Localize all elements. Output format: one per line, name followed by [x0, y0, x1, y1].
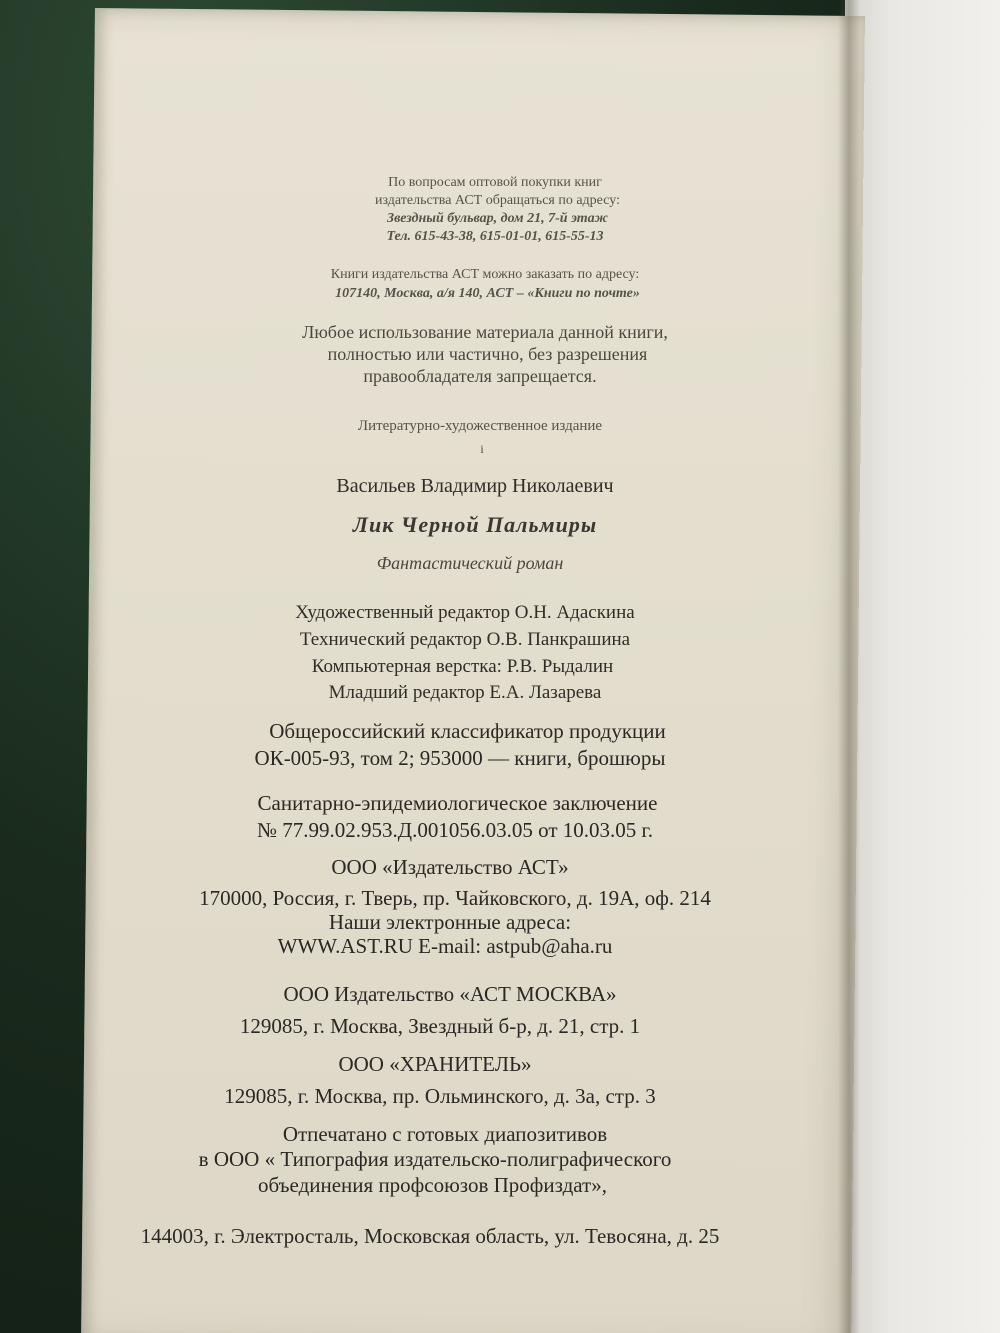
sanitary-line-2: № 77.99.02.953.Д.001056.03.05 от 10.03.05 г.	[256, 818, 653, 842]
publisher-keeper-name: ООО «ХРАНИТЕЛЬ»	[338, 1052, 532, 1076]
sanitary-line-1: Санитарно-эпидемиологическое заключение	[257, 791, 658, 815]
credit-tech-editor: Технический редактор О.В. Панкрашина	[299, 629, 631, 650]
publisher-web: WWW.AST.RU E-mail: astpub@aha.ru	[277, 934, 613, 958]
credit-art-editor: Художественный редактор О.Н. Адаскина	[295, 602, 635, 623]
printing-line-2: в ООО « Типография издательско-полиграфического	[198, 1147, 672, 1171]
book-title: Лик Черной Пальмиры	[352, 512, 598, 537]
edition-type: Литературно-художественное издание	[357, 418, 603, 434]
copyright-line-3: правообладателя запрещается.	[363, 366, 597, 386]
publisher-ast-address: 170000, Россия, г. Тверь, пр. Чайковского, д. 19А, оф. 214	[199, 886, 711, 910]
tick-mark: і	[480, 442, 484, 456]
copyright-line-2: полностью или частично, без разрешения	[327, 344, 648, 364]
wholesale-phones: Тел. 615-43-38, 615-01-01, 615-55-13	[386, 229, 604, 244]
page-gutter	[838, 0, 860, 1333]
printing-line-4: 144003, г. Электросталь, Московская область, ул. Тевосяна, д. 25	[140, 1224, 720, 1248]
classifier-line-2: ОК-005-93, том 2; 953000 — книги, брошюры	[254, 746, 666, 770]
author-name: Васильев Владимир Николаевич	[336, 475, 614, 497]
publisher-web-label: Наши электронные адреса:	[328, 910, 572, 934]
classifier-line-1: Общероссийский классификатор продукции	[269, 719, 666, 743]
publisher-ast-moscow-address: 129085, г. Москва, Звездный б-р, д. 21, стр. 1	[239, 1014, 641, 1038]
printing-line-3: объединения профсоюзов Профиздат»,	[258, 1173, 607, 1197]
publisher-ast-name: ООО «Издательство АСТ»	[331, 855, 569, 879]
publisher-keeper-address: 129085, г. Москва, пр. Ольминского, д. 3а, стр. 3	[224, 1084, 656, 1108]
order-line-1: Книги издательства АСТ можно заказать по адресу:	[330, 267, 640, 282]
credit-junior-editor: Младший редактор Е.А. Лазарева	[328, 682, 602, 703]
copyright-line-1: Любое использование материала данной книги,	[302, 322, 668, 342]
genre-label: Фантастический роман	[376, 553, 564, 573]
wholesale-address: Звездный бульвар, дом 21, 7-й этаж	[387, 211, 608, 226]
credit-layout: Компьютерная верстка: Р.В. Рыдалин	[311, 656, 614, 677]
wholesale-line-2: издательства АСТ обращаться по адресу:	[375, 193, 620, 208]
wholesale-line-1: По вопросам оптовой покупки книг	[388, 175, 602, 190]
facing-page	[845, 0, 1000, 1333]
order-line-2: 107140, Москва, а/я 140, АСТ – «Книги по почте»	[335, 286, 640, 301]
printing-line-1: Отпечатано с готовых диапозитивов	[282, 1122, 608, 1146]
publisher-ast-moscow-name: ООО Издательство «АСТ МОСКВА»	[283, 982, 617, 1006]
